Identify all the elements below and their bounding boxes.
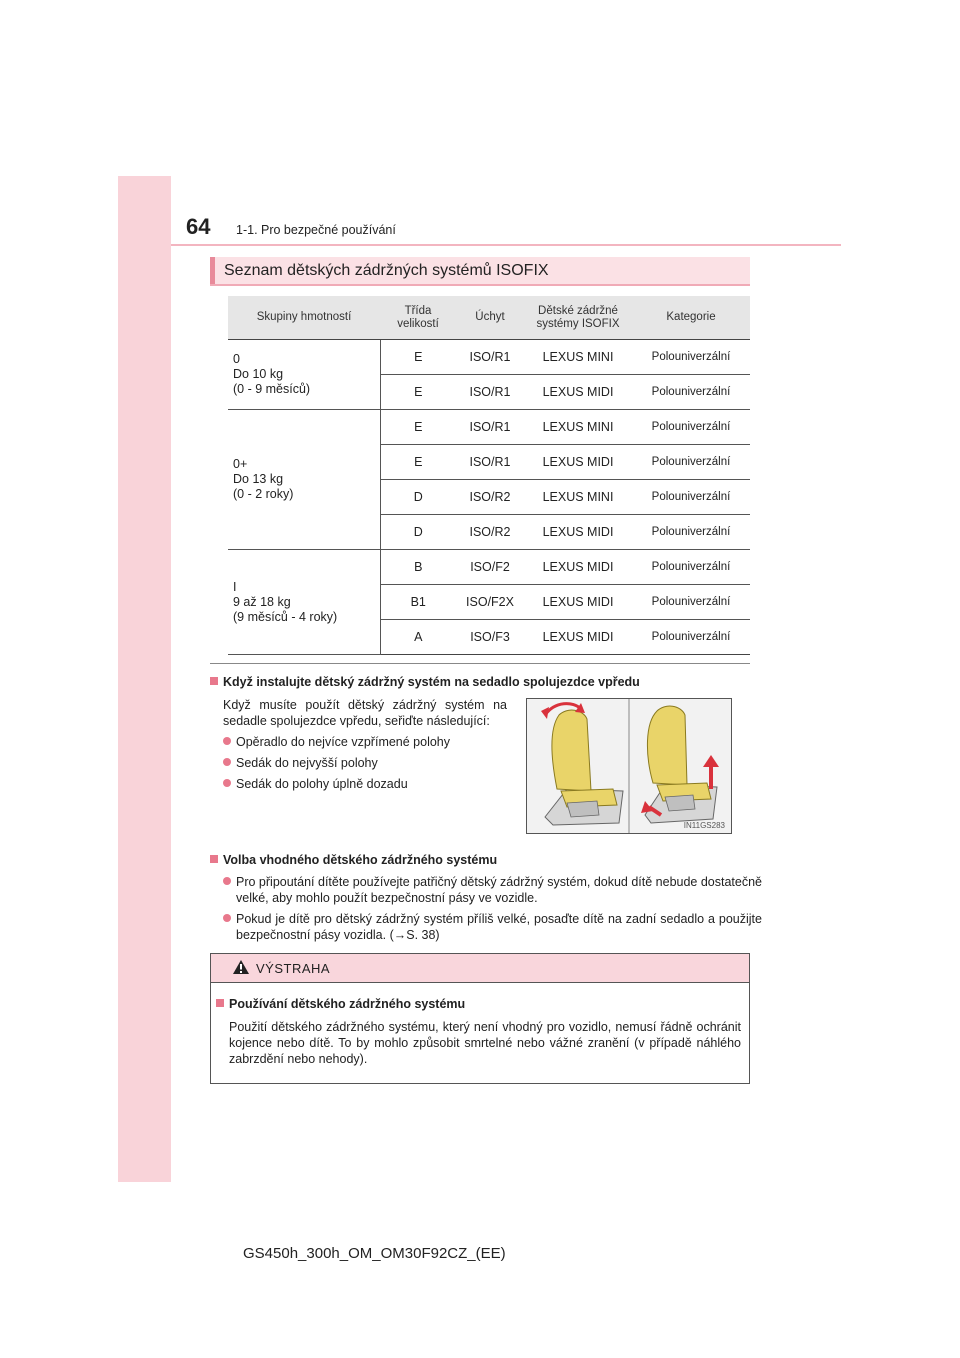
warning-box (210, 953, 750, 1084)
side-margin-band (118, 176, 171, 1182)
footer-code: GS450h_300h_OM_OM30F92CZ_(EE) (243, 1245, 506, 1262)
header-rule (171, 244, 841, 246)
header-group: Skupiny hmotností (228, 296, 380, 340)
category-cell: Polouniverzální (632, 550, 750, 585)
size-cell: E (380, 410, 456, 445)
fixture-cell: ISO/F2 (456, 550, 524, 585)
section-divider (210, 663, 750, 664)
crs-cell: LEXUS MIDI (524, 585, 632, 620)
category-cell: Polouniverzální (632, 445, 750, 480)
left-seat-icon (545, 710, 623, 825)
group-cell: 0 Do 10 kg (0 - 9 měsíců) (228, 340, 380, 410)
warning-triangle-icon (232, 959, 250, 975)
header-category: Kategorie (632, 296, 750, 340)
warning-text: Použití dětského zádržného systému, který není vhodný pro vozidlo, nemusí řádně ochránit kojence nebo dítě. To by mohlo způsobit smrtelné nebo vážné zranění (v případě náhlého zabrzdění nebo nehody). (229, 1020, 741, 1066)
seat-adjustment-illustration (526, 698, 732, 834)
square-bullet-icon (210, 855, 218, 863)
dot-bullet-icon (223, 914, 231, 922)
section-title-accent (210, 257, 215, 284)
square-bullet-icon (210, 677, 218, 685)
group-cell: I 9 až 18 kg (9 měsíců - 4 roky) (228, 550, 380, 655)
header-fixture: Úchyt (456, 296, 524, 340)
list-item: Pro připoutání dítěte používejte patřičný dětský zádržný systém, dokud dítě nebude dostatečně velké, aby mohlo použít bezpečnostní pásy ve vozidle. (223, 874, 762, 906)
size-cell: D (380, 515, 456, 550)
dot-bullet-icon (223, 779, 231, 787)
size-cell: E (380, 445, 456, 480)
header-size-class: Třída velikostí (380, 296, 456, 340)
seat-illustration-svg (527, 699, 731, 833)
list-item: Sedák do nejvyšší polohy (223, 755, 378, 771)
table-header-row (228, 296, 750, 340)
category-cell: Polouniverzální (632, 620, 750, 655)
category-cell: Polouniverzální (632, 410, 750, 445)
size-cell: B (380, 550, 456, 585)
section-title: Seznam dětských zádržných systémů ISOFIX (224, 262, 549, 279)
list-item: Pokud je dítě pro dětský zádržný systém příliš velké, posaďte dítě na zadní sedadlo a použijte bezpečnostní pásy vozidla. (→S. 38) (223, 911, 762, 943)
crs-cell: LEXUS MINI (524, 340, 632, 375)
illustration-code: IN11GS283 (683, 821, 725, 830)
choice-heading: Volba vhodného dětského zádržného systému (210, 853, 497, 867)
front-seat-intro: Když musíte použít dětský zádržný systém na sedadle spolujezdce vpředu, seřiďte následující: (223, 698, 507, 728)
crs-cell: LEXUS MIDI (524, 375, 632, 410)
table-row (228, 340, 750, 375)
crs-cell: LEXUS MINI (524, 480, 632, 515)
size-cell: A (380, 620, 456, 655)
fixture-cell: ISO/R2 (456, 515, 524, 550)
group-cell: 0+ Do 13 kg (0 - 2 roky) (228, 410, 380, 550)
fixture-cell: ISO/F2X (456, 585, 524, 620)
fixture-cell: ISO/F3 (456, 620, 524, 655)
fixture-cell: ISO/R2 (456, 480, 524, 515)
warning-heading: Používání dětského zádržného systému (216, 997, 465, 1011)
size-cell: D (380, 480, 456, 515)
crs-cell: LEXUS MIDI (524, 620, 632, 655)
category-cell: Polouniverzální (632, 480, 750, 515)
size-cell: E (380, 340, 456, 375)
front-seat-heading: Když instalujte dětský zádržný systém na sedadlo spolujezdce vpředu (210, 675, 640, 689)
dot-bullet-icon (223, 758, 231, 766)
isofix-table (228, 296, 750, 655)
fixture-cell: ISO/R1 (456, 375, 524, 410)
table-row (228, 550, 750, 585)
fixture-cell: ISO/R1 (456, 410, 524, 445)
category-cell: Polouniverzální (632, 515, 750, 550)
page-number: 64 (186, 214, 211, 239)
fixture-cell: ISO/R1 (456, 445, 524, 480)
square-bullet-icon (216, 999, 224, 1007)
size-cell: B1 (380, 585, 456, 620)
crs-cell: LEXUS MIDI (524, 445, 632, 480)
dot-bullet-icon (223, 877, 231, 885)
table-row (228, 410, 750, 445)
list-item: Sedák do polohy úplně dozadu (223, 776, 408, 792)
crs-cell: LEXUS MIDI (524, 550, 632, 585)
category-cell: Polouniverzální (632, 585, 750, 620)
crs-cell: LEXUS MINI (524, 410, 632, 445)
warning-label: VÝSTRAHA (256, 961, 331, 976)
list-item: Opěradlo do nejvíce vzpřímené polohy (223, 734, 450, 750)
chapter-title: 1-1. Pro bezpečné používání (236, 223, 396, 237)
crs-cell: LEXUS MIDI (524, 515, 632, 550)
size-cell: E (380, 375, 456, 410)
category-cell: Polouniverzální (632, 375, 750, 410)
section-title-bar (210, 257, 750, 286)
dot-bullet-icon (223, 737, 231, 745)
warning-header (211, 954, 749, 983)
header-crs: Dětské zádržné systémy ISOFIX (524, 296, 632, 340)
category-cell: Polouniverzální (632, 340, 750, 375)
fixture-cell: ISO/R1 (456, 340, 524, 375)
